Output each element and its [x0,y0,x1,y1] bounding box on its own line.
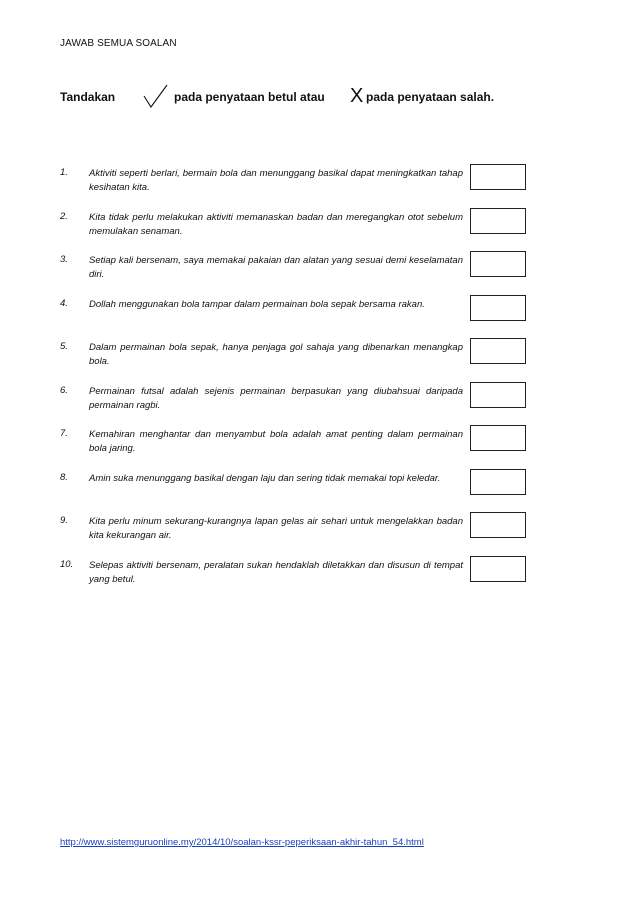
answer-box[interactable] [470,208,526,234]
answer-box[interactable] [470,556,526,582]
question-text: Kita tidak perlu melakukan aktiviti memanaskan badan dan meregangkan otot sebelum memulakan senaman. [89,211,463,237]
answer-box[interactable] [470,338,526,364]
question-item [60,428,530,472]
question-text: Amin suka menunggang basikal dengan laju dan sering tidak memakai topi keledar. [89,472,441,484]
question-item [60,298,530,342]
answer-box[interactable] [470,164,526,190]
answer-box[interactable] [470,469,526,495]
instruction-text-wrong: pada penyataan salah. [366,90,495,104]
question-number: 2. [60,210,68,222]
question-number: 6. [60,384,68,396]
question-item [60,385,530,429]
question-number: 7. [60,428,68,439]
question-text: Setiap kali bersenam, saya memakai pakaian dan alatan yang sesuai demi keselamatan diri. [89,255,463,280]
question-item [60,211,530,255]
question-item [60,559,530,603]
instruction-word-tandakan: Tandakan [60,90,116,104]
question-number: 9. [60,515,68,526]
source-url-link[interactable]: http://www.sistemguruonline.my/2014/10/soalan-kssr-peperiksaan-akhir-tahun_54.html [60,837,424,848]
question-text: Kemahiran menghantar dan menyambut bola adalah amat penting dalam permainan bola jaring. [89,429,463,454]
question-item [60,472,530,516]
question-text: Selepas aktiviti bersenam, peralatan sukan hendaklah diletakkan dan disusun di tempat yang betul. [89,559,463,585]
question-number: 1. [60,167,68,178]
page-header: JAWAB SEMUA SOALAN [60,38,177,49]
question-number: 3. [60,254,68,265]
question-number: 5. [60,341,68,352]
answer-box[interactable] [470,425,526,451]
instruction-line [60,84,580,114]
answer-box[interactable] [470,251,526,277]
question-item [60,515,530,559]
answer-box[interactable] [470,295,526,321]
question-text: Aktiviti seperti berlari, bermain bola dan menunggang basikal dapat meningkatkan tahap kesihatan kita. [89,168,463,193]
question-item [60,167,530,211]
question-item [60,341,530,385]
answer-box[interactable] [470,382,526,408]
tick-mark-icon [142,84,168,110]
cross-symbol: X [350,85,364,107]
question-number: 10. [60,558,74,570]
question-number: 8. [60,471,68,483]
answer-box[interactable] [470,512,526,538]
question-list [60,167,530,602]
question-text: Dalam permainan bola sepak, hanya penjaga gol sahaja yang dibenarkan menangkap bola. [89,342,463,367]
question-text: Dollah menggunakan bola tampar dalam permainan bola sepak bersama rakan. [89,298,425,310]
question-item [60,254,530,298]
question-text: Kita perlu minum sekurang-kurangnya lapan gelas air sehari untuk mengelakkan badan kita kekurangan air. [89,516,463,541]
question-text: Permainan futsal adalah sejenis permainan berpasukan yang diubahsuai daripada permainan ragbi. [89,385,463,411]
instruction-text-correct: pada penyataan betul atau [174,90,325,104]
question-number: 4. [60,297,68,309]
